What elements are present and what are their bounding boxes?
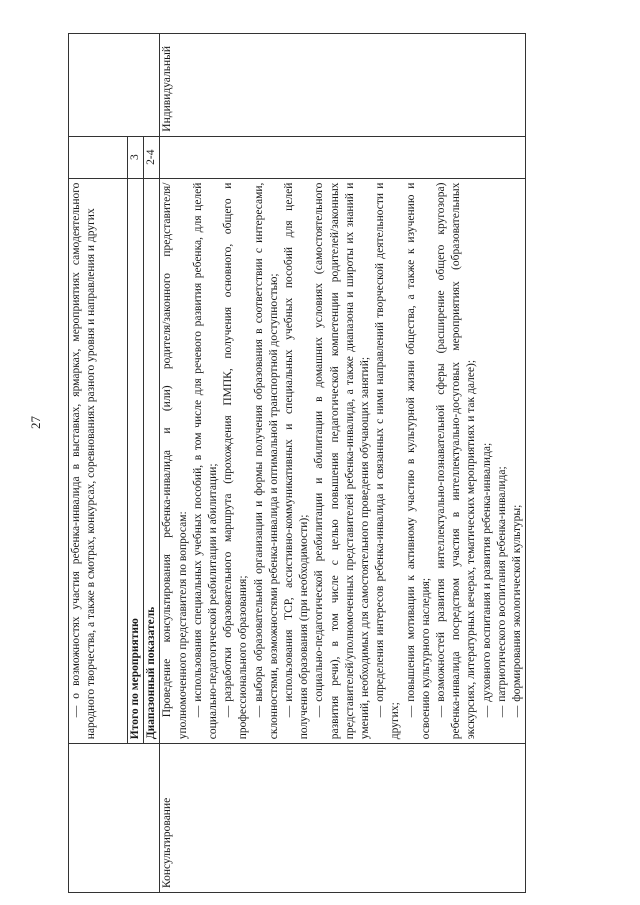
consulting-item-text: духовного воспитания и развития ребенка-инвалида; (480, 442, 493, 702)
dash-marker: — (374, 705, 387, 718)
dash-marker: — (222, 705, 235, 718)
dash-marker: — (283, 705, 296, 718)
dash-marker: — (480, 705, 493, 718)
consulting-item-text: использования специальных учебных пособий, в том числе для речевого развития ребенка, для целей социально-педагогической реабилитации и абилитации; (191, 182, 220, 740)
consulting-item-text: возможностей развития интеллектуально-познавательной сферы (расширение общего кругозора) ребенка-инвалида посредством участия в интеллектуально-досуговых мероприятиях (образовательных экскурсиях, литературных вечерах, тематических мероприятиях и так далее); (435, 182, 478, 740)
empty-amount-cell-2 (160, 136, 526, 178)
table-row-continuation (69, 34, 128, 893)
consulting-item-text: разработки образовательного маршрута (прохождения ПМПК, получения основного, общего и профессионального образования; (222, 182, 250, 740)
continuation-text-cell (69, 178, 128, 744)
empty-amount-cell (69, 136, 128, 178)
consulting-item (282, 183, 312, 740)
consulting-item (252, 183, 282, 740)
services-table (68, 33, 526, 893)
consulting-item (373, 183, 403, 740)
consulting-item-text: формирования экологической культуры; (511, 504, 524, 702)
empty-format-cell (69, 34, 160, 137)
consulting-item-text: социально-педагогической реабилитации и абилитации в домашних условиях (самостоятельного развития речи), в том числе с целью повышения педагогической компетенции родителей/законных представителей/уполномоченных представителей ребенка-инвалида, а также диапазона и широты их знаний и умений, необходимых для самостоятельного проведения обучающих занятий; (313, 182, 372, 740)
consulting-item-text: определения интересов ребенка-инвалида и связанных с ними направлений творческой деятельности и других; (374, 182, 402, 740)
dash-marker: — (495, 705, 508, 718)
dash-marker: — (404, 705, 417, 718)
table-row-consulting (160, 34, 526, 893)
total-label: Итого по мероприятию (128, 178, 144, 744)
consulting-item (312, 183, 373, 740)
format-name: Индивидуальный (160, 34, 526, 137)
consulting-item (191, 183, 221, 740)
dash-marker: — (435, 705, 448, 718)
consulting-item (404, 183, 434, 740)
consulting-item (480, 183, 495, 740)
service-name: Консультирование (160, 744, 526, 893)
consulting-description (160, 178, 526, 744)
empty-service-cell (69, 744, 160, 893)
consulting-item-text: патриотического воспитания ребенка-инвалида; (495, 466, 508, 702)
consulting-lead: Проведение консультирования ребенка-инвалида и (или) родителя/законного представителя/уполномоченного представителя по вопросам: (161, 182, 189, 740)
consulting-item-text: повышения мотивации к активному участию в культурной жизни общества, а также к изучению и освоению культурного наследия; (404, 182, 432, 740)
range-label: Диапазонный показатель (144, 178, 160, 744)
consulting-item (434, 183, 480, 740)
consulting-item (221, 183, 251, 740)
range-value: 2-4 (144, 136, 160, 178)
dash-marker: — (191, 705, 204, 718)
consulting-item-text: выбора образовательной организации и формы получения образования в соответствии с интересами, склонностями, возможностями ребенка-инвалида и оптимальной транспортной доступностью; (252, 182, 280, 740)
rotated-table-page (68, 33, 608, 893)
continuation-text: — о возможностях участия ребенка-инвалида в выставках, ярмарках, мероприятиях самодеятельного народного творчества, а также в смотрах, конкурсах, соревнованиях разного уровня и направления и других (70, 182, 98, 740)
consulting-items (191, 183, 525, 740)
consulting-item-text: использования ТСР, ассистивно-коммуникативных и специальных учебных пособий для целей получения образования (при необходимости); (283, 182, 311, 740)
total-value: 3 (128, 136, 144, 178)
consulting-item (495, 183, 510, 740)
consulting-item (510, 183, 525, 740)
page-number: 27 (28, 416, 43, 429)
dash-marker: — (252, 705, 265, 718)
dash-marker: — (511, 705, 524, 718)
dash-marker: — (313, 705, 326, 718)
